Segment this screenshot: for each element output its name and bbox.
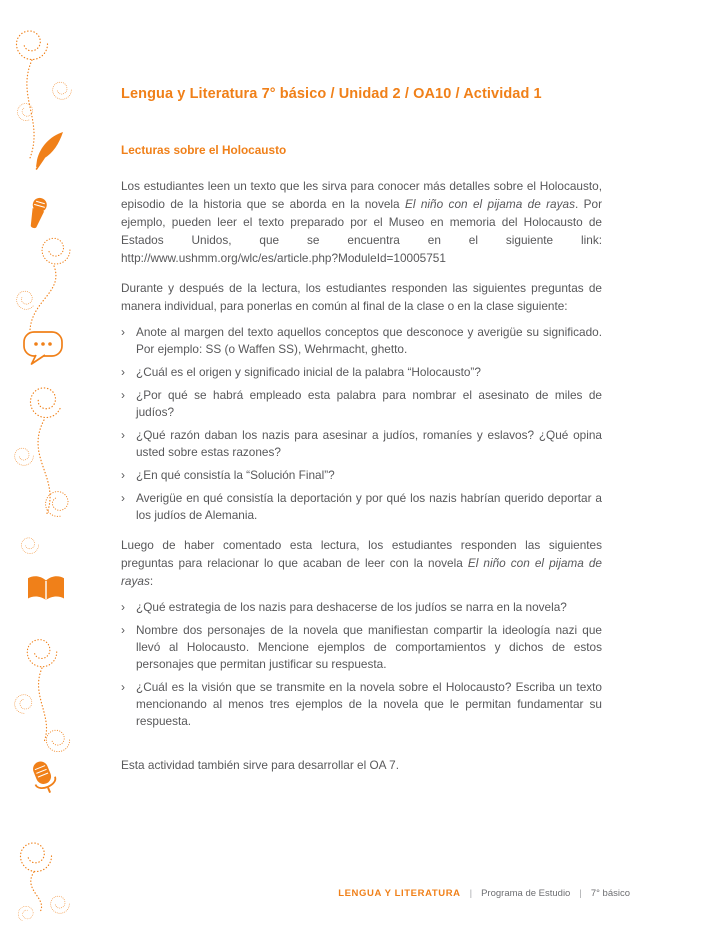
section-title: Lecturas sobre el Holocausto bbox=[121, 143, 287, 158]
bullet-marker: › bbox=[121, 365, 125, 380]
intro-paragraph bbox=[121, 177, 602, 267]
question-item bbox=[121, 467, 602, 484]
bullet-marker: › bbox=[121, 600, 125, 615]
during-paragraph: Durante y después de la lectura, los estudiantes responden las siguientes preguntas de manera individual, para ponerlas en común al final de la clase o en la clase siguiente: bbox=[121, 281, 602, 314]
footer-grade: 7° básico bbox=[590, 888, 630, 899]
page-footer bbox=[338, 888, 630, 899]
question-item bbox=[121, 622, 602, 673]
reading-questions-list bbox=[121, 324, 602, 524]
question-text: Anote al margen del texto aquellos conceptos que desconoce y averigüe su significado. Por ejemplo: SS (o Waffen SS), Wehrmacht, ghetto. bbox=[136, 325, 602, 357]
footer-separator: | bbox=[469, 888, 473, 899]
novel-title: El niño con el pijama de rayas bbox=[121, 556, 602, 589]
microphone-icon-top bbox=[26, 196, 48, 230]
novel-title: El niño con el pijama de rayas bbox=[405, 197, 575, 212]
bullet-marker: › bbox=[121, 468, 125, 483]
bullet-marker: › bbox=[121, 325, 125, 340]
question-item bbox=[121, 387, 602, 421]
question-text: ¿En qué consistía la “Solución Final”? bbox=[136, 468, 335, 483]
decorative-swirls bbox=[0, 0, 95, 932]
question-item bbox=[121, 599, 602, 616]
question-text: Nombre dos personajes de la novela que manifiestan compartir la ideología nazi que llevó al Holocausto. Mencione ejemplos de comportamientos y dichos de estos personajes que permitan justificar su respuesta. bbox=[136, 623, 602, 672]
swirl-doodles bbox=[13, 31, 71, 924]
decorative-margin bbox=[0, 0, 95, 932]
question-text: ¿Cuál es la visión que se transmite en la novela sobre el Holocausto? Escriba un texto mencionando al menos tres ejemplos de la novela que le permitan fundamentar su respuesta. bbox=[136, 680, 602, 729]
after-text-1: Luego de haber comentado esta lectura, los estudiantes responden las siguientes preguntas para relacionar lo que acaban de leer con la novela bbox=[121, 538, 602, 571]
content-area bbox=[121, 0, 602, 774]
bullet-marker: › bbox=[121, 428, 125, 443]
intro-text-1: Los estudiantes leen un texto que les sirva para conocer más detalles sobre el Holocausto, episodio de la historia que se aborda en la novela bbox=[121, 179, 602, 212]
question-item bbox=[121, 364, 602, 381]
after-paragraph bbox=[121, 536, 602, 590]
open-book-icon bbox=[28, 576, 64, 600]
bullet-marker: › bbox=[121, 680, 125, 695]
page-title: Lengua y Literatura 7° básico / Unidad 2 / OA10 / Actividad 1 bbox=[121, 86, 542, 102]
intro-text-2: . Por ejemplo, pueden leer el texto preparado por el Museo en memoria del Holocausto de Estados Unidos, que se encuentra en el siguiente link: bbox=[121, 197, 602, 248]
microphone-icon-bottom bbox=[28, 758, 60, 796]
question-text: ¿Por qué se habrá empleado esta palabra para nombrar el asesinato de miles de judíos? bbox=[136, 388, 602, 420]
bullet-marker: › bbox=[121, 491, 125, 506]
after-text-2: : bbox=[149, 574, 154, 589]
footer-program: Programa de Estudio bbox=[481, 888, 571, 899]
footer-brand: LENGUA Y LITERATURA bbox=[338, 888, 461, 899]
question-text: ¿Cuál es el origen y significado inicial de la palabra “Holocausto”? bbox=[136, 365, 481, 380]
question-item bbox=[121, 679, 602, 730]
novel-questions-list bbox=[121, 599, 602, 730]
bullet-marker: › bbox=[121, 623, 125, 638]
quill-icon bbox=[36, 132, 63, 169]
question-item bbox=[121, 427, 602, 461]
question-text: ¿Qué razón daban los nazis para asesinar a judíos, romaníes y eslavos? ¿Qué opina usted sobre estas razones? bbox=[136, 428, 602, 460]
question-item bbox=[121, 324, 602, 358]
question-text: Averigüe en qué consistía la deportación y por qué los nazis habrían querido deportar a los judíos de Alemania. bbox=[136, 491, 602, 523]
question-item bbox=[121, 490, 602, 524]
resource-link[interactable]: http://www.ushmm.org/wlc/es/article.php?ModuleId=10005751 bbox=[121, 251, 446, 266]
closing-note: Esta actividad también sirve para desarrollar el OA 7. bbox=[121, 758, 400, 773]
speech-bubble-icon bbox=[24, 332, 62, 364]
question-text: ¿Qué estrategia de los nazis para deshacerse de los judíos se narra en la novela? bbox=[136, 600, 567, 615]
footer-separator: | bbox=[579, 888, 582, 899]
bullet-marker: › bbox=[121, 388, 125, 403]
